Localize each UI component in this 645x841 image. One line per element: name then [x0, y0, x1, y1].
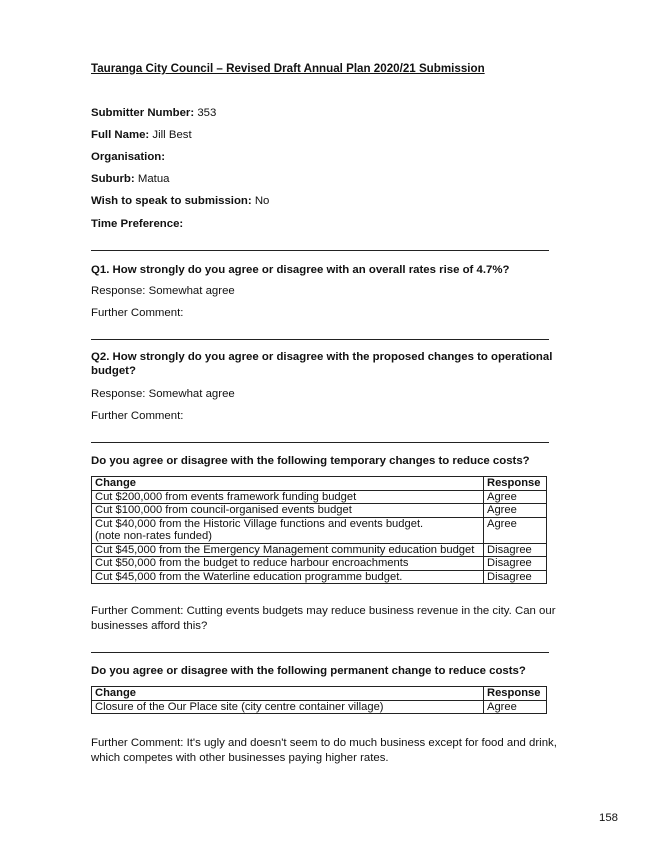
perm-change-comment: Further Comment: It's ugly and doesn't seem to do much business except for food and drink, which competes with other businesses paying higher rates. — [91, 737, 557, 764]
column-header-change: Change — [92, 477, 484, 491]
response-cell: Agree — [484, 504, 547, 518]
perm-change-table — [91, 686, 547, 714]
suburb-field — [91, 173, 170, 185]
change-cell: Cut $100,000 from council-organised events budget — [92, 504, 484, 518]
temp-changes-question: Do you agree or disagree with the following temporary changes to reduce costs? — [91, 455, 530, 467]
response-cell: Disagree — [484, 543, 547, 557]
response-cell: Agree — [484, 490, 547, 504]
column-header-change: Change — [92, 687, 484, 701]
response-cell: Agree — [484, 517, 547, 543]
table-header-row — [92, 477, 547, 491]
change-cell: Cut $50,000 from the budget to reduce harbour encroachments — [92, 557, 484, 571]
response-cell: Disagree — [484, 557, 547, 571]
speak-label: Wish to speak to submission: — [91, 195, 252, 207]
q1-response: Response: Somewhat agree — [91, 285, 235, 297]
organisation-label: Organisation: — [91, 151, 166, 163]
full-name-value: Jill Best — [152, 129, 192, 141]
table-row — [92, 557, 547, 571]
change-cell — [92, 517, 484, 543]
table-row — [92, 700, 547, 714]
submitter-number-label: Submitter Number: — [91, 107, 195, 119]
column-header-response: Response — [484, 477, 547, 491]
temp-changes-comment: Further Comment: Cutting events budgets may reduce business revenue in the city. Can our businesses afford this? — [91, 605, 556, 632]
table-row — [92, 517, 547, 543]
speak-value: No — [254, 195, 270, 207]
suburb-value: Matua — [137, 173, 170, 185]
suburb-label: Suburb: — [91, 173, 135, 185]
full-name-field — [91, 129, 192, 141]
response-cell: Disagree — [484, 570, 547, 584]
change-cell: Closure of the Our Place site (city centre container village) — [92, 700, 484, 714]
divider — [91, 250, 549, 251]
speak-field — [91, 195, 269, 207]
change-note: (note non-rates funded) — [95, 530, 212, 542]
response-cell: Agree — [484, 700, 547, 714]
q2-comment: Further Comment: — [91, 410, 184, 422]
page-title: Tauranga City Council – Revised Draft Annual Plan 2020/21 Submission — [91, 62, 485, 75]
table-row — [92, 543, 547, 557]
organisation-field — [91, 151, 165, 163]
q1-comment: Further Comment: — [91, 307, 184, 319]
q2-question: Q2. How strongly do you agree or disagree with the proposed changes to operational budget? — [91, 351, 553, 377]
perm-change-question: Do you agree or disagree with the following permanent change to reduce costs? — [91, 665, 526, 677]
table-row — [92, 570, 547, 584]
page-number: 158 — [599, 812, 619, 824]
change-cell: Cut $200,000 from events framework funding budget — [92, 490, 484, 504]
time-preference-field — [91, 218, 183, 230]
full-name-label: Full Name: — [91, 129, 150, 141]
q1-question: Q1. How strongly do you agree or disagree with an overall rates rise of 4.7%? — [91, 264, 510, 276]
divider — [91, 442, 549, 443]
q2-response: Response: Somewhat agree — [91, 388, 235, 400]
change-text: Cut $40,000 from the Historic Village functions and events budget. — [95, 517, 424, 530]
table-row — [92, 504, 547, 518]
divider — [91, 652, 549, 653]
submitter-number-value: 353 — [197, 107, 217, 119]
submitter-number-field — [91, 107, 216, 119]
table-header-row — [92, 687, 547, 701]
change-cell: Cut $45,000 from the Emergency Management community education budget — [92, 543, 484, 557]
divider — [91, 339, 549, 340]
table-row — [92, 490, 547, 504]
change-cell: Cut $45,000 from the Waterline education programme budget. — [92, 570, 484, 584]
time-preference-label: Time Preference: — [91, 218, 184, 230]
column-header-response: Response — [484, 687, 547, 701]
temp-changes-table — [91, 476, 547, 584]
